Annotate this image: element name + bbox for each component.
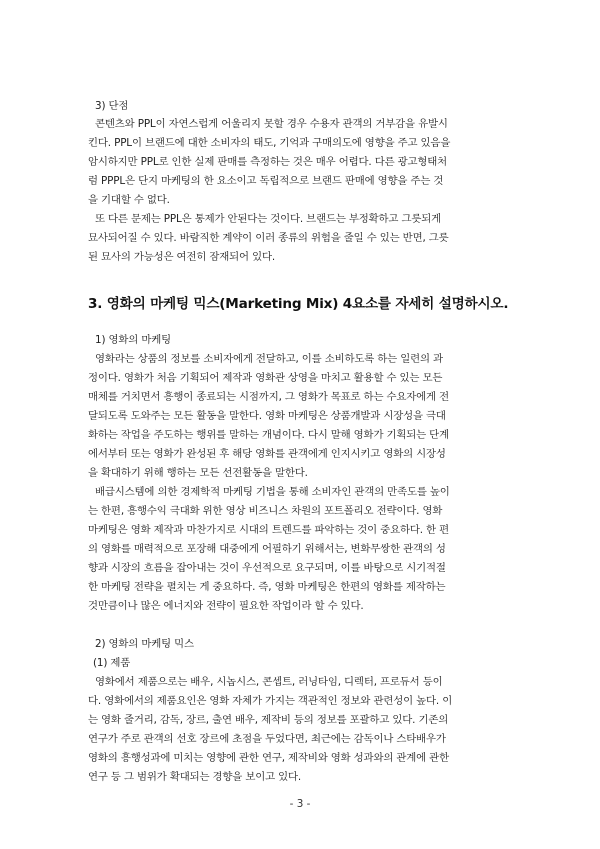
paragraph-line: 킨다. PPL이 브랜드에 대한 소비자의 태도, 기억과 구매의도에 영향을 주고 있음을 bbox=[88, 137, 451, 149]
paragraph-line: 을 확대하기 위해 행하는 모든 선전활동을 말한다. bbox=[88, 467, 308, 479]
paragraph-line: 는 영화 줄거리, 감독, 장르, 출연 배우, 제작비 등의 정보를 포괄하고 있다. 기존의 bbox=[88, 714, 449, 726]
paragraph-line: 영화에서 제품으로는 배우, 시놉시스, 콘셉트, 러닝타임, 디렉터, 프로듀서 등이 bbox=[95, 676, 443, 688]
question-heading: 3. 영화의 마케팅 믹스(Marketing Mix) 4요소를 자세히 설명하시오. bbox=[88, 296, 509, 312]
paragraph-line: 럼 PPPL은 단지 마케팅의 한 요소이고 독립적으로 브랜드 판매에 영향을 주는 것 bbox=[88, 175, 444, 187]
section-title-film-marketing: 1) 영화의 마케팅 bbox=[95, 334, 171, 346]
paragraph-line: 화하는 작업을 주도하는 행위를 말하는 개념이다. 다시 말해 영화가 기획되는 단계 bbox=[88, 429, 449, 441]
section-title-disadvantages: 3) 단점 bbox=[95, 100, 129, 112]
paragraph-line: 에서부터 또는 영화가 완성된 후 해당 영화를 관객에게 인지시키고 영화의 시장성 bbox=[88, 448, 446, 460]
paragraph-line: 배급시스템에 의한 경제학적 마케팅 기법을 통해 소비자인 관객의 만족도를 높이 bbox=[95, 486, 450, 498]
paragraph-line: 는 한편, 흥행수익 극대화 위한 영상 비즈니스 차원의 포트폴리오 전략이다. 영화 bbox=[88, 505, 443, 517]
paragraph-line: 연구가 주로 관객의 선호 장르에 초점을 두었다면, 최근에는 감독이나 스타배우가 bbox=[88, 733, 446, 745]
paragraph-line: 을 기대할 수 없다. bbox=[88, 194, 170, 206]
paragraph-line: 향과 시장의 흐름을 잡아내는 것이 우선적으로 요구되며, 이를 바탕으로 시기적절 bbox=[88, 562, 446, 574]
paragraph-line: 영화의 흥행성과에 미치는 영향에 관한 연구, 제작비와 영화 성과와의 관계에 관한 bbox=[88, 752, 449, 764]
paragraph-line: 영화라는 상품의 정보를 소비자에게 전달하고, 이를 소비하도록 하는 일련의 과 bbox=[95, 353, 443, 365]
paragraph-line: 달되도록 도와주는 모든 활동을 말한다. 영화 마케팅은 상품개발과 시장성을 극대 bbox=[88, 410, 446, 422]
paragraph-line: 마케팅은 영화 제작과 마찬가지로 시대의 트렌드를 파악하는 것이 중요하다. 한 편 bbox=[88, 524, 449, 536]
paragraph-line: 다. 영화에서의 제품요인은 영화 자체가 가지는 객관적인 정보와 관련성이 높다. 이 bbox=[88, 695, 453, 707]
paragraph-line: 매체를 거치면서 흥행이 종료되는 시점까지, 그 영화가 목표로 하는 수요자에게 전 bbox=[88, 391, 449, 403]
section-title-marketing-mix: 2) 영화의 마케팅 믹스 bbox=[95, 638, 194, 650]
paragraph-line: 정이다. 영화가 처음 기획되어 제작과 영화관 상영을 마치고 활용할 수 있는 모든 bbox=[88, 372, 443, 384]
paragraph-line: 묘사되어질 수 있다. 바람직한 계약이 이러 종류의 위험을 줄일 수 있는 반면, 그릇 bbox=[88, 232, 449, 244]
subsection-title-product: (1) 제품 bbox=[93, 657, 131, 669]
page-number: - 3 - bbox=[289, 798, 311, 810]
paragraph-line: 된 묘사의 가능성은 여전히 잠재되어 있다. bbox=[88, 251, 276, 263]
paragraph-line: 것만큼이나 많은 에너지와 전략이 필요한 작업이라 할 수 있다. bbox=[88, 600, 364, 612]
paragraph-line: 암시하지만 PPL로 인한 실제 판매를 측정하는 것은 매우 어렵다. 다른 광고형태처 bbox=[88, 156, 448, 168]
paragraph-line: 콘텐츠와 PPL이 자연스럽게 어울리지 못할 경우 수용자 관객의 거부감을 유발시 bbox=[95, 118, 448, 130]
paragraph-line: 연구 등 그 범위가 확대되는 경향을 보이고 있다. bbox=[88, 771, 302, 783]
paragraph-line: 또 다른 문제는 PPL은 통제가 안된다는 것이다. 브랜드는 부정확하고 그릇되게 bbox=[95, 213, 442, 225]
paragraph-line: 한 마케팅 전략을 펼치는 게 중요하다. 즉, 영화 마케팅은 한편의 영화를 제작하는 bbox=[88, 581, 446, 593]
paragraph-line: 의 영화를 매력적으로 포장해 대중에게 어필하기 위해서는, 변화무쌍한 관객의 성 bbox=[88, 543, 446, 555]
